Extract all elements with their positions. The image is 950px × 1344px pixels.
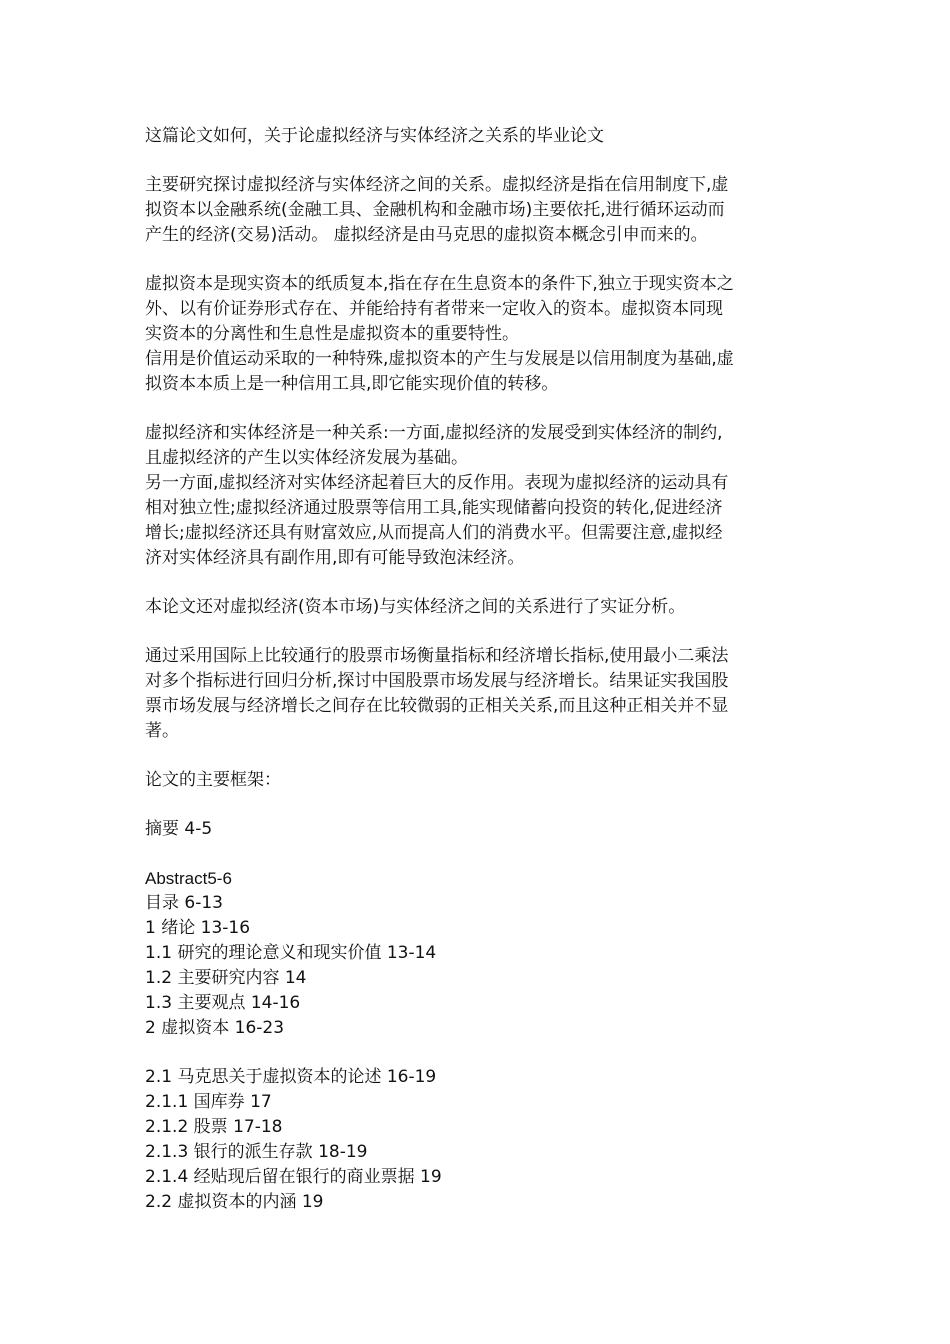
text-line: 济对实体经济具有副作用,即有可能导致泡沫经济。 <box>145 548 525 568</box>
toc-entry: 目录 6-13 <box>145 893 223 913</box>
text-line: 信用是价值运动采取的一种特殊,虚拟资本的产生与发展是以信用制度为基础,虚 <box>145 349 734 369</box>
toc-entry: 2.1 马克思关于虚拟资本的论述 16-19 <box>145 1067 437 1087</box>
spacer <box>145 248 815 272</box>
toc-entry: 1.2 主要研究内容 14 <box>145 968 307 988</box>
text-line: 通过采用国际上比较通行的股票市场衡量指标和经济增长指标,使用最小二乘法 <box>145 646 729 666</box>
spacer <box>145 1041 815 1065</box>
document-page <box>145 124 815 1215</box>
text-line: 实资本的分离性和生息性是虚拟资本的重要特性。 <box>145 324 519 344</box>
text-line: 且虚拟经济的产生以实体经济发展为基础。 <box>145 448 468 468</box>
table-of-contents <box>145 866 815 1041</box>
spacer <box>145 397 815 421</box>
toc-entry: Abstract5-6 <box>145 869 232 888</box>
paragraph-relationship <box>145 421 815 571</box>
toc-entry: 2.1.2 股票 17-18 <box>145 1117 283 1137</box>
toc-entry: 1.3 主要观点 14-16 <box>145 993 301 1013</box>
spacer <box>145 744 815 768</box>
table-of-contents-continued <box>145 1065 815 1215</box>
toc-entry: 2 虚拟资本 16-23 <box>145 1018 285 1038</box>
toc-entry: 2.1.4 经贴现后留在银行的商业票据 19 <box>145 1167 442 1187</box>
spacer <box>145 842 815 866</box>
text-line: 拟资本以金融系统(金融工具、金融机构和金融市场)主要依托,进行循环运动而 <box>145 200 725 220</box>
text-line: 外、以有价证券形式存在、并能给持有者带来一定收入的资本。虚拟资本同现 <box>145 299 723 319</box>
spacer <box>145 571 815 595</box>
text-line: 主要研究探讨虚拟经济与实体经济之间的关系。虚拟经济是指在信用制度下,虚 <box>145 175 729 195</box>
document-title: 这篇论文如何，关于论虚拟经济与实体经济之关系的毕业论文 <box>145 126 604 146</box>
spacer <box>145 793 815 817</box>
toc-entry: 1 绪论 13-16 <box>145 918 251 938</box>
text-line: 增长;虚拟经济还具有财富效应,从而提高人们的消费水平。但需要注意,虚拟经 <box>145 523 723 543</box>
text-line: 著。 <box>145 721 179 741</box>
text-line: 虚拟资本是现实资本的纸质复本,指在存在生息资本的条件下,独立于现实资本之 <box>145 274 734 294</box>
text-line: 拟资本本质上是一种信用工具,即它能实现价值的转移。 <box>145 374 559 394</box>
spacer <box>145 149 815 173</box>
text-line: 虚拟经济和实体经济是一种关系:一方面,虚拟经济的发展受到实体经济的制约, <box>145 423 723 443</box>
text-line: 另一方面,虚拟经济对实体经济起着巨大的反作用。表现为虚拟经济的运动具有 <box>145 473 729 493</box>
toc-entry: 2.1.3 银行的派生存款 18-19 <box>145 1142 368 1162</box>
paragraph-intro <box>145 173 815 248</box>
text-line: 产生的经济(交易)活动。 虚拟经济是由马克思的虚拟资本概念引申而来的。 <box>145 225 708 245</box>
text-line: 票市场发展与经济增长之间存在比较微弱的正相关关系,而且这种正相关并不显 <box>145 696 729 716</box>
paragraph-method <box>145 644 815 744</box>
text-line: 相对独立性;虚拟经济通过股票等信用工具,能实现储蓄向投资的转化,促进经济 <box>145 498 723 518</box>
toc-entry: 1.1 研究的理论意义和现实价值 13-14 <box>145 943 437 963</box>
paragraph-virtual-capital <box>145 272 815 397</box>
text-line: 对多个指标进行回归分析,探讨中国股票市场发展与经济增长。结果证实我国股 <box>145 671 729 691</box>
toc-entry: 摘要 4-5 <box>145 819 213 839</box>
framework-heading: 论文的主要框架： <box>145 770 281 790</box>
paragraph-empirical: 本论文还对虚拟经济(资本市场)与实体经济之间的关系进行了实证分析。 <box>145 597 686 617</box>
spacer <box>145 620 815 644</box>
toc-entry: 2.2 虚拟资本的内涵 19 <box>145 1192 324 1212</box>
toc-entry: 2.1.1 国库券 17 <box>145 1092 272 1112</box>
